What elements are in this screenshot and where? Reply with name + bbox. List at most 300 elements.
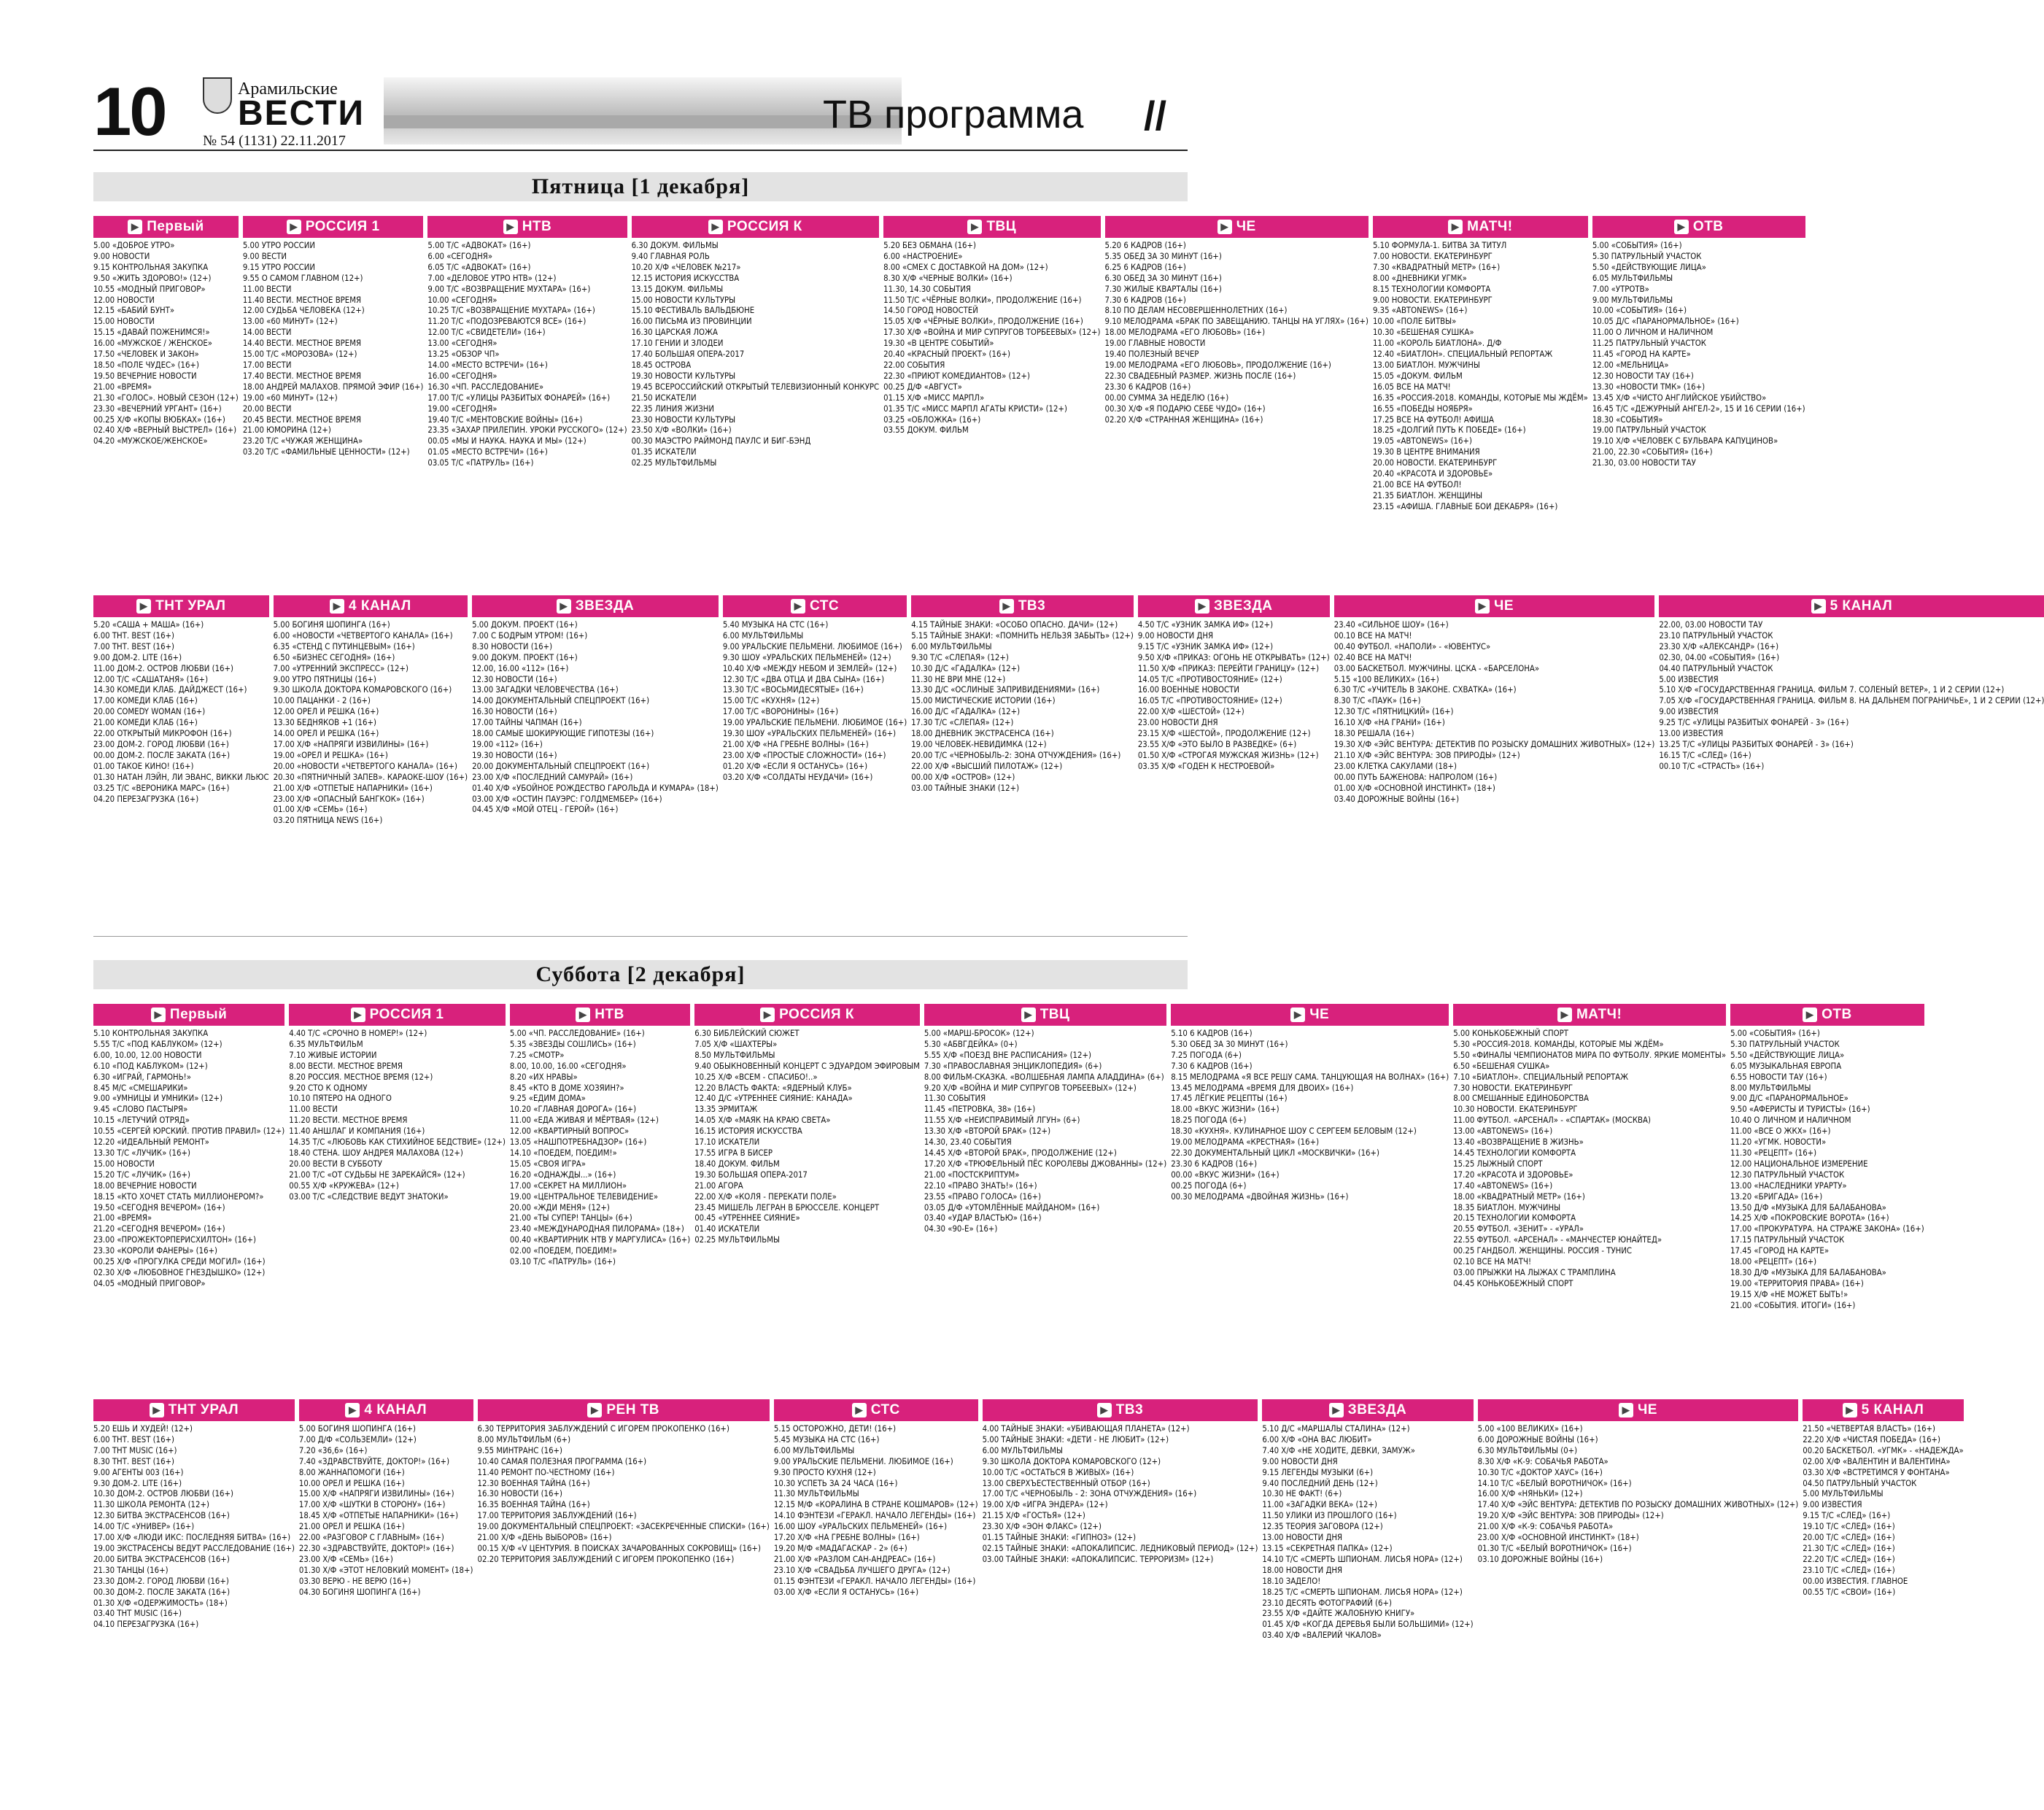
schedule-item: 7.25 ПОГОДА (6+) xyxy=(1171,1050,1242,1060)
schedule-item: 6.05 МУЗЫКАЛЬНАЯ ЕВРОПА xyxy=(1730,1061,1842,1071)
channel-emblem-icon: ▶ xyxy=(1021,1008,1036,1022)
channel-logo xyxy=(472,595,719,617)
schedule-item: 22.30 ДОКУМЕНТАЛЬНЫЙ ЦИКЛ «МОСКВИЧКИ» (16+) xyxy=(1171,1148,1379,1158)
schedule-item: 00.25 Х/Ф «ПРОГУЛКА СРЕДИ МОГИЛ» (16+) xyxy=(93,1257,266,1267)
channel-name: ОТВ xyxy=(1822,1007,1852,1022)
schedule-item: 16.10 Х/Ф «НА ГРАНИ» (16+) xyxy=(1333,718,1445,728)
schedule-item: 5.55 Х/Ф «ПОЕЗД ВНЕ РАСПИСАНИЯ» (12+) xyxy=(924,1050,1091,1060)
schedule-item: 20.55 ФУТБОЛ. «ЗЕНИТ» - «УРАЛ» xyxy=(1453,1224,1584,1234)
schedule-item: 6.00 «НОВОСТИ «ЧЕТВЕРТОГО КАНАЛА» (16+) xyxy=(273,630,453,641)
schedule-item: 19.00 «ОРЕЛ И РЕШКА» (16+) xyxy=(273,750,388,760)
schedule-item: 19.30 БОЛЬШАЯ ОПЕРА-2017 xyxy=(694,1169,808,1180)
schedule-item: 5.15 ТАЙНЫЕ ЗНАКИ: «ПОМНИТЬ НЕЛЬЗЯ ЗАБЫТЬ» (12+) xyxy=(911,630,1134,641)
schedule-item: 17.00 ВЕСТИ xyxy=(242,360,292,370)
schedule-item: 04.45 Х/Ф «МОЙ ОТЕЦ - ГЕРОЙ» (16+) xyxy=(472,805,619,815)
schedule-item: 5.00 «ЧП. РАССЛЕДОВАНИЕ» (16+) xyxy=(509,1029,645,1038)
schedule-item: 00.25 ПОГОДА (6+) xyxy=(1171,1180,1247,1191)
schedule-item: 03.30 ВЕРЮ - НЕ ВЕРЮ (16+) xyxy=(298,1576,411,1586)
schedule-item: 9.10 МЕЛОДРАМА «БРАК ПО ЗАВЕЩАНИЮ. ТАНЦЫ НА УГЛЯХ» (16+) xyxy=(1104,317,1369,327)
schedule-item: 13.40 «ВОЗВРАЩЕНИЕ В ЖИЗНЬ» xyxy=(1453,1137,1584,1148)
schedule-list xyxy=(1803,1424,1963,1598)
channel-name: ЗВЕЗДА xyxy=(1347,1402,1407,1418)
schedule-item: 7.30 «КВАДРАТНЫЙ МЕТР» (16+) xyxy=(1372,262,1501,272)
schedule-item: 7.20 «36,6» (16+) xyxy=(298,1445,368,1455)
channel-logo xyxy=(274,595,468,617)
schedule-item: 9.00 ДОМ-2. LITE (16+) xyxy=(93,652,182,662)
schedule-item: 11.45 «ГОРОД НА КАРТЕ» xyxy=(1592,349,1691,360)
schedule-item: 14.00 ДОКУМЕНТАЛЬНЫЙ СПЕЦПРОЕКТ (16+) xyxy=(472,696,650,706)
channel-name: НТВ xyxy=(522,219,552,234)
schedule-item: 10.30 ДОМ-2. ОСТРОВ ЛЮБВИ (16+) xyxy=(93,1489,234,1499)
channel-logo xyxy=(510,1004,690,1026)
schedule-item: 16.55 «ПОБЕДЫ НОЯБРЯ» xyxy=(1372,403,1473,414)
schedule-item: 21.00 «ВРЕМЯ» xyxy=(93,382,152,392)
channel-name: ЧЕ xyxy=(1309,1007,1330,1022)
channel-emblem-icon: ▶ xyxy=(1803,1008,1817,1022)
schedule-item: 14.25 Х/Ф «ПОКРОВСКИЕ ВОРОТА» (16+) xyxy=(1730,1213,1889,1223)
schedule-item: 9.50 Х/Ф «ПРИКАЗ: ОГОНЬ НЕ ОТКРЫВАТЬ» (12+) xyxy=(1137,652,1330,662)
channel-logo xyxy=(1803,1399,1963,1421)
schedule-item: 9.15 Т/С «УЗНИК ЗАМКА ИФ» (12+) xyxy=(1137,641,1274,651)
schedule-item: 8.30 ТНТ. BEST (16+) xyxy=(93,1456,175,1466)
schedule-item: 10.30 «БЕШЕНАЯ СУШКА» xyxy=(1372,328,1474,338)
schedule-item: 23.55 Х/Ф «ДАЙТЕ ЖАЛОБНУЮ КНИГУ» xyxy=(1262,1609,1415,1619)
schedule-item: 9.00 НОВОСТИ ДНЯ xyxy=(1262,1456,1338,1466)
schedule-item: 5.00 МУЛЬТФИЛЬМЫ xyxy=(1803,1489,1884,1499)
schedule-item: 03.25 Т/С «ВЕРОНИКА МАРС» (16+) xyxy=(93,783,230,793)
channel-name: 5 КАНАЛ xyxy=(1861,1402,1924,1418)
schedule-item: 5.40 МУЗЫКА НА СТС (16+) xyxy=(722,620,829,630)
schedule-item: 00.45 «УТРЕННЕЕ СИЯНИЕ» xyxy=(694,1213,800,1223)
schedule-item: 23.00 «ПРОЖЕКТОРПЕРИСХИЛТОН» (16+) xyxy=(93,1235,256,1245)
channel-column xyxy=(1659,595,2044,931)
schedule-item: 6.30 БИБЛЕЙСКИЙ СЮЖЕТ xyxy=(694,1029,800,1038)
schedule-item: 12.30 НОВОСТИ ТАУ (16+) xyxy=(1592,371,1694,381)
channel-name: Первый xyxy=(169,1007,228,1022)
schedule-item: 03.20 ПЯТНИЦА NEWS (16+) xyxy=(273,816,383,826)
channel-logo xyxy=(427,216,627,238)
schedule-item: 17.10 ИСКАТЕЛИ xyxy=(694,1137,760,1148)
schedule-item: 03.00 Т/С «СЛЕДСТВИЕ ВЕДУТ ЗНАТОКИ» xyxy=(289,1191,449,1202)
schedule-item: 17.15 ПАТРУЛЬНЫЙ УЧАСТОК xyxy=(1730,1235,1845,1245)
schedule-item: 5.10 ФОРМУЛА-1. БИТВА ЗА ТИТУЛ xyxy=(1372,241,1507,250)
channel-emblem-icon: ▶ xyxy=(557,599,571,614)
channel-emblem-icon: ▶ xyxy=(503,220,518,234)
schedule-item: 11.55 Х/Ф «НЕИСПРАВИМЫЙ ЛГУН» (6+) xyxy=(924,1115,1080,1126)
schedule-list xyxy=(472,620,719,816)
channel-emblem-icon: ▶ xyxy=(1195,599,1209,614)
schedule-item: 18.00 МЕЛОДРАМА «ЕГО ЛЮБОВЬ» (16+) xyxy=(1104,328,1266,338)
schedule-item: 13.45 Х/Ф «ЧИСТО АНГЛИЙСКОЕ УБИЙСТВО» xyxy=(1592,392,1767,403)
schedule-item: 6.00 «НАСТРОЕНИЕ» xyxy=(883,251,963,261)
schedule-item: 19.00 Х/Ф «ИГРА ЭНДЕРА» (12+) xyxy=(982,1500,1108,1510)
friday-grid-bottom xyxy=(93,595,2044,931)
schedule-item: 19.45 ВСЕРОССИЙСКИЙ ОТКРЫТЫЙ ТЕЛЕВИЗИОННЫЙ КОНКУРС xyxy=(631,382,880,392)
channel-name: СТС xyxy=(870,1402,900,1418)
schedule-item: 18.35 БИАТЛОН. МУЖЧИНЫ xyxy=(1453,1202,1561,1213)
schedule-item: 16.35 ВОЕННАЯ ТАЙНА (16+) xyxy=(477,1500,590,1510)
schedule-item: 21.00 ВСЕ НА ФУТБОЛ! xyxy=(1372,479,1462,490)
channel-logo xyxy=(478,1399,770,1421)
schedule-item: 23.45 МИШЕЛЬ ЛЕГРАН В БРЮССЕЛЕ. КОНЦЕРТ xyxy=(694,1202,880,1213)
channel-column xyxy=(723,595,907,931)
schedule-item: 10.55 «МОДНЫЙ ПРИГОВОР» xyxy=(93,284,206,294)
schedule-item: 9.00 НОВОСТИ. ЕКАТЕРИНБУРГ xyxy=(1372,295,1493,305)
schedule-item: 5.00 «ДОБРОЕ УТРО» xyxy=(93,241,175,250)
schedule-item: 20.00 COMEDY WOMAN (16+) xyxy=(93,707,206,717)
schedule-item: 5.00 КОНЬКОБЕЖНЫЙ СПОРТ xyxy=(1453,1029,1568,1038)
schedule-item: 17.00 Т/С «ВОРОНИНЫ» (16+) xyxy=(722,707,839,717)
schedule-item: 8.00 ВЕСТИ. МЕСТНОЕ ВРЕМЯ xyxy=(289,1061,403,1071)
schedule-item: 9.35 «АВТОNEWS» (16+) xyxy=(1372,306,1468,316)
channel-emblem-icon: ▶ xyxy=(345,1403,360,1418)
schedule-item: 22.35 ЛИНИЯ ЖИЗНИ xyxy=(631,403,714,414)
channel-logo xyxy=(911,595,1134,617)
schedule-item: 22.10 «ПРАВО ЗНАТЬ!» (16+) xyxy=(924,1180,1037,1191)
schedule-item: 9.00 Т/С «ВОЗВРАЩЕНИЕ МУХТАРА» (16+) xyxy=(427,284,591,294)
schedule-item: 21.00 ОРЕЛ И РЕШКА (16+) xyxy=(298,1522,405,1532)
schedule-list xyxy=(1138,620,1330,773)
schedule-item: 10.40 Х/Ф «МЕЖДУ НЕБОМ И ЗЕМЛЕЙ» (12+) xyxy=(722,663,897,673)
schedule-item: 9.00 ИЗВЕСТИЯ xyxy=(1803,1500,1862,1510)
schedule-item: 6.10 «ПОД КАБЛУКОМ» (12+) xyxy=(93,1061,208,1071)
channel-emblem-icon: ▶ xyxy=(151,1008,166,1022)
schedule-item: 5.00 ИЗВЕСТИЯ xyxy=(1659,674,1719,684)
schedule-item: 5.50 «ДЕЙСТВУЮЩИЕ ЛИЦА» xyxy=(1592,262,1706,272)
channel-name: 5 КАНАЛ xyxy=(1830,598,1893,614)
schedule-item: 9.40 ОБЫКНОВЕННЫЙ КОНЦЕРТ С ЭДУАРДОМ ЭФИРОВЫМ xyxy=(694,1061,920,1071)
schedule-item: 00.05 «МЫ И НАУКА. НАУКА И МЫ» (12+) xyxy=(427,436,587,446)
coat-of-arms-icon xyxy=(203,77,232,114)
schedule-item: 03.00 Х/Ф «ЕСЛИ Я ОСТАНУСЬ» (16+) xyxy=(773,1587,919,1597)
schedule-item: 6.00, 10.00, 12.00 НОВОСТИ xyxy=(93,1050,202,1060)
schedule-item: 8.00, 10.00, 16.00 «СЕГОДНЯ» xyxy=(509,1061,627,1071)
schedule-list xyxy=(883,241,1100,436)
schedule-item: 9.30 ШКОЛА ДОКТОРА КОМАРОВСКОГО (12+) xyxy=(982,1456,1161,1466)
schedule-item: 14.35 Т/С «ЛЮБОВЬ КАК СТИХИЙНОЕ БЕДСТВИЕ» (12+) xyxy=(289,1137,506,1148)
schedule-item: 5.00 Т/С «АДВОКАТ» (16+) xyxy=(427,241,531,250)
channel-column xyxy=(299,1399,473,1779)
channel-emblem-icon: ▶ xyxy=(1674,220,1689,234)
schedule-item: 11.40 РЕМОНТ ПО-ЧЕСТНОМУ (16+) xyxy=(477,1467,615,1477)
channel-name: МАТЧ! xyxy=(1467,219,1513,234)
channel-column xyxy=(1373,216,1588,595)
schedule-item: 21.30 Т/С «СЛЕД» (16+) xyxy=(1803,1543,1895,1553)
schedule-item: 6.00 ТНТ. BEST (16+) xyxy=(93,630,175,641)
schedule-item: 7.30 «ПРАВОСЛАВНАЯ ЭНЦИКЛОПЕДИЯ» (6+) xyxy=(924,1061,1102,1071)
schedule-item: 5.10 КОНТРОЛЬНАЯ ЗАКУПКА xyxy=(93,1029,209,1038)
schedule-item: 10.20 «ГЛАВНАЯ ДОРОГА» (16+) xyxy=(509,1105,637,1115)
schedule-item: 14.05 Х/Ф «МАЯК НА КРАЮ СВЕТА» xyxy=(694,1115,831,1126)
channel-column xyxy=(1334,595,1655,931)
schedule-list xyxy=(1478,1424,1799,1566)
schedule-item: 15.00 Т/С «КУХНЯ» (12+) xyxy=(722,696,820,706)
channel-logo xyxy=(93,216,239,238)
schedule-item: 03.00 БАСКЕТБОЛ. МУЖЧИНЫ. ЦСКА - «БАРСЕЛОНА» xyxy=(1333,663,1540,673)
channel-name: 4 КАНАЛ xyxy=(349,598,411,614)
schedule-item: 10.10 ПЯТЕРО НА ОДНОГО xyxy=(289,1094,392,1104)
schedule-item: 01.15 ФЭНТЕЗИ «ГЕРАКЛ. НАЧАЛО ЛЕГЕНДЫ» (16+) xyxy=(773,1576,976,1586)
channel-logo xyxy=(694,1004,920,1026)
schedule-item: 02.30, 04.00 «СОБЫТИЯ» (16+) xyxy=(1659,652,1780,662)
channel-emblem-icon: ▶ xyxy=(136,599,151,614)
schedule-item: 17.10 ГЕНИИ И ЗЛОДЕИ xyxy=(631,339,724,349)
schedule-list xyxy=(723,620,907,784)
schedule-item: 17.30 Т/С «СЛЕПАЯ» (12+) xyxy=(911,718,1014,728)
schedule-item: 13.00 ИЗВЕСТИЯ xyxy=(1659,729,1724,739)
channel-emblem-icon: ▶ xyxy=(852,1403,867,1418)
schedule-item: 11.00 «ВСЕ О ЖКХ» (16+) xyxy=(1730,1126,1831,1137)
schedule-item: 8.30 НОВОСТИ (16+) xyxy=(472,641,553,651)
schedule-item: 16.00 Д/С «ГАДАЛКА» (12+) xyxy=(911,707,1021,717)
schedule-item: 6.30 Т/С «УЧИТЕЛЬ В ЗАКОНЕ. СХВАТКА» (16+) xyxy=(1333,685,1517,695)
schedule-item: 12.30 Т/С «ПЯТНИЦКИЙ» (16+) xyxy=(1333,707,1454,717)
schedule-item: 9.45 «СЛОВО ПАСТЫРЯ» xyxy=(93,1105,188,1115)
channel-logo xyxy=(1730,1004,1924,1026)
schedule-item: 4.50 Т/С «УЗНИК ЗАМКА ИФ» (12+) xyxy=(1137,620,1274,630)
schedule-item: 20.00 Т/С «ЧЕРНОБЫЛЬ-2: ЗОНА ОТЧУЖДЕНИЯ» (16+) xyxy=(911,750,1121,760)
schedule-item: 22.00 Х/Ф «КОЛЯ - ПЕРЕКАТИ ПОЛЕ» xyxy=(694,1191,837,1202)
schedule-item: 9.00 УРАЛЬСКИЕ ПЕЛЬМЕНИ. ЛЮБИМОЕ (16+) xyxy=(722,641,902,651)
channel-logo xyxy=(1334,595,1655,617)
schedule-item: 22.20 Х/Ф «ЧИСТАЯ ПОБЕДА» (16+) xyxy=(1803,1434,1941,1444)
channel-emblem-icon: ▶ xyxy=(128,220,142,234)
schedule-item: 17.50 «ЧЕЛОВЕК И ЗАКОН» xyxy=(93,349,199,360)
channel-column xyxy=(93,595,269,931)
schedule-item: 11.40 АНШЛАГ И КОМПАНИЯ (16+) xyxy=(289,1126,425,1137)
schedule-item: 9.15 КОНТРОЛЬНАЯ ЗАКУПКА xyxy=(93,262,209,272)
channel-name: РОССИЯ К xyxy=(779,1007,854,1022)
schedule-item: 10.00 Т/С «ОСТАТЬСЯ В ЖИВЫХ» (16+) xyxy=(982,1467,1134,1477)
channel-column xyxy=(883,216,1100,595)
schedule-item: 12.00, 16.00 «112» (16+) xyxy=(472,663,569,673)
schedule-item: 20.00 Т/С «СЛЕД» (16+) xyxy=(1803,1533,1895,1543)
channel-emblem-icon: ▶ xyxy=(150,1403,164,1418)
channel-emblem-icon: ▶ xyxy=(999,599,1014,614)
schedule-item: 21.00 ЮМОРИНА (12+) xyxy=(242,425,331,436)
schedule-item: 23.15 «АФИША. ГЛАВНЫЕ БОИ ДЕКАБРЯ» (16+) xyxy=(1372,501,1558,511)
page-header xyxy=(93,70,1188,150)
schedule-item: 18.00 «РЕЦЕПТ» (16+) xyxy=(1730,1257,1817,1267)
channel-column xyxy=(472,595,719,931)
schedule-item: 14.50 ГОРОД НОВОСТЕЙ xyxy=(883,306,978,316)
schedule-list xyxy=(93,1029,284,1290)
channel-logo xyxy=(93,1004,284,1026)
schedule-item: 00.10 ВСЕ НА МАТЧ! xyxy=(1333,630,1412,641)
schedule-list xyxy=(1262,1424,1473,1641)
masthead-top: Арамильские xyxy=(238,80,338,98)
channel-name: ОТВ xyxy=(1692,219,1724,234)
schedule-item: 5.00 БОГИНЯ ШОПИНГА (16+) xyxy=(273,620,390,630)
channel-emblem-icon: ▶ xyxy=(1448,220,1463,234)
schedule-item: 00.10 Т/С «СТРАСТЬ» (16+) xyxy=(1659,761,1765,771)
schedule-item: 9.00 ИЗВЕСТИЯ xyxy=(1659,707,1719,717)
schedule-item: 23.55 Х/Ф «ЭТО БЫЛО В РАЗВЕДКЕ» (6+) xyxy=(1137,739,1297,749)
schedule-item: 21.20 «СЕГОДНЯ ВЕЧЕРОМ» (16+) xyxy=(93,1224,225,1234)
schedule-item: 00.00 ПУТЬ БАЖЕНОВА: НАПРОЛОМ (16+) xyxy=(1333,772,1498,782)
schedule-item: 15.05 Х/Ф «ЧЁРНЫЕ ВОЛКИ», ПРОДОЛЖЕНИЕ (16+) xyxy=(883,317,1083,327)
schedule-item: 18.10 ЗАДЕЛО! xyxy=(1262,1576,1321,1586)
schedule-item: 9.20 Х/Ф «ВОЙНА И МИР СУПРУГОВ ТОРБЕЕВЫХ» (12+) xyxy=(924,1083,1137,1093)
schedule-item: 7.30 6 КАДРОВ (16+) xyxy=(1171,1061,1253,1071)
schedule-item: 00.55 Т/С «СВОИ» (16+) xyxy=(1803,1587,1896,1597)
schedule-item: 8.30 Т/С «ПАУК» (16+) xyxy=(1333,696,1421,706)
schedule-item: 11.00 О ЛИЧНОМ И НАЛИЧНОМ xyxy=(1592,328,1714,338)
channel-column xyxy=(1478,1399,1799,1779)
schedule-item: 7.10 ЖИВЫЕ ИСТОРИИ xyxy=(289,1050,377,1060)
channel-emblem-icon: ▶ xyxy=(287,220,301,234)
schedule-list xyxy=(510,1029,690,1268)
schedule-item: 7.00 НОВОСТИ. ЕКАТЕРИНБУРГ xyxy=(1372,251,1493,261)
schedule-item: 18.30 «СОБЫТИЯ» xyxy=(1592,414,1663,425)
friday-grid-top xyxy=(93,216,1805,595)
schedule-item: 10.25 Т/С «ВОЗВРАЩЕНИЕ МУХТАРА» (16+) xyxy=(427,306,595,316)
schedule-item: 9.30 ПРОСТО КУХНЯ (12+) xyxy=(773,1467,876,1477)
schedule-item: 21.30 ТАНЦЫ (16+) xyxy=(93,1565,169,1575)
schedule-item: 10.40 САМАЯ ПОЛЕЗНАЯ ПРОГРАММА (16+) xyxy=(477,1456,647,1466)
schedule-item: 17.40 «АВТОNEWS» (16+) xyxy=(1453,1180,1553,1191)
schedule-item: 03.10 Т/С «ПАТРУЛЬ» (16+) xyxy=(509,1257,616,1267)
schedule-item: 9.00 НОВОСТИ ДНЯ xyxy=(1137,630,1214,641)
schedule-item: 11.00 ФУТБОЛ. «АРСЕНАЛ» - «СПАРТАК» (МОСКВА) xyxy=(1453,1115,1651,1126)
schedule-item: 13.15 «СЕКРЕТНАЯ ПАПКА» (12+) xyxy=(1262,1543,1393,1553)
schedule-item: 13.30 Д/С «ОСЛИНЫЕ ЗАПРИВИДЕНИЯМИ» (16+) xyxy=(911,685,1100,695)
schedule-item: 16.00 «СЕГОДНЯ» xyxy=(427,371,498,381)
schedule-item: 20.00 ВЕСТИ xyxy=(242,403,292,414)
schedule-item: 13.50 Д/Ф «МУЗЫКА ДЛЯ БАЛАБАНОВА» xyxy=(1730,1202,1886,1213)
schedule-item: 16.00 ВОЕННЫЕ НОВОСТИ xyxy=(1137,685,1239,695)
schedule-item: 23.30 Х/Ф «ЭОН ФЛАКС» (12+) xyxy=(982,1522,1102,1532)
page-number: 10 xyxy=(93,73,166,150)
schedule-item: 5.00 «СОБЫТИЯ» (16+) xyxy=(1730,1029,1820,1038)
schedule-item: 02.20 Х/Ф «СТРАННАЯ ЖЕНЩИНА» (16+) xyxy=(1104,414,1263,425)
saturday-grid-bottom xyxy=(93,1399,1964,1779)
schedule-item: 13.30 Т/С «ВОСЬМИДЕСЯТЫЕ» (16+) xyxy=(722,685,864,695)
schedule-item: 14.10 Т/С «СМЕРТЬ ШПИОНАМ. ЛИСЬЯ НОРА» (12+) xyxy=(1262,1554,1463,1564)
schedule-item: 5.55 Т/С «ПОД КАБЛУКОМ» (12+) xyxy=(93,1039,222,1049)
schedule-item: 6.05 МУЛЬТФИЛЬМЫ xyxy=(1592,273,1673,283)
schedule-item: 14.45 Х/Ф «ВТОРОЙ БРАК», ПРОДОЛЖЕНИЕ (12+) xyxy=(924,1148,1117,1158)
schedule-item: 17.00 Х/Ф «ШУТКИ В СТОРОНУ» (16+) xyxy=(298,1500,446,1510)
schedule-item: 01.00 Х/Ф «ОСНОВНОЙ ИНСТИНКТ» (18+) xyxy=(1333,783,1495,793)
schedule-item: 6.00 ДОРОЖНЫЕ ВОЙНЫ (16+) xyxy=(1477,1434,1598,1444)
channel-name: ЗВЕЗДА xyxy=(1214,598,1273,614)
schedule-item: 12.30 Т/С «ДВА ОТЦА И ДВА СЫНА» (16+) xyxy=(722,674,885,684)
schedule-item: 5.00 ДОКУМ. ПРОЕКТ (16+) xyxy=(472,620,578,630)
schedule-item: 01.30 Х/Ф «ОДЕРЖИМОСТЬ» (18+) xyxy=(93,1598,228,1608)
schedule-item: 6.30 ТЕРРИТОРИЯ ЗАБЛУЖДЕНИЙ С ИГОРЕМ ПРОКОПЕНКО (16+) xyxy=(477,1424,729,1434)
schedule-item: 7.00 «УТРЕННИЙ ЭКСПРЕСС» (12+) xyxy=(273,663,409,673)
schedule-item: 00.00 СУММА ЗА НЕДЕЛЮ (16+) xyxy=(1104,392,1229,403)
schedule-item: 8.15 МЕЛОДРАМА «Я ВСЕ РЕШУ САМА. ТАНЦУЮЩАЯ НА ВОЛНАХ» (16+) xyxy=(1171,1072,1449,1082)
schedule-item: 8.45 «КТО В ДОМЕ ХОЗЯИН?» xyxy=(509,1083,624,1093)
channel-logo xyxy=(924,1004,1166,1026)
schedule-item: 9.25 Т/С «УЛИЦЫ РАЗБИТЫХ ФОНАРЕЙ - 3» (16+) xyxy=(1659,718,1849,728)
schedule-item: 16.15 ИСТОРИЯ ИСКУССТВА xyxy=(694,1126,802,1137)
schedule-item: 23.00 Х/Ф «ПОСЛЕДНИЙ САМУРАЙ» (16+) xyxy=(472,772,633,782)
schedule-item: 11.50 Т/С «ЧЁРНЫЕ ВОЛКИ», ПРОДОЛЖЕНИЕ (16+) xyxy=(883,295,1082,305)
schedule-item: 6.35 МУЛЬТФИЛЬМ xyxy=(289,1039,363,1049)
channel-logo xyxy=(243,216,424,238)
schedule-item: 19.00 «ЦЕНТРАЛЬНОЕ ТЕЛЕВИДЕНИЕ» xyxy=(509,1191,659,1202)
schedule-item: 5.10 Д/С «МАРШАЛЫ СТАЛИНА» (12+) xyxy=(1262,1424,1410,1434)
schedule-item: 20.00 «НОВОСТИ «ЧЕТВЕРТОГО КАНАЛА» (16+) xyxy=(273,761,458,771)
schedule-item: 01.40 Х/Ф «УБОЙНОЕ РОЖДЕСТВО ГАРОЛЬДА И КУМАРА» (18+) xyxy=(472,783,719,793)
schedule-item: 14.10 Т/С «БЕЛЫЙ ВОРОТНИЧОК» (16+) xyxy=(1477,1478,1632,1488)
schedule-item: 5.30 ПАТРУЛЬНЫЙ УЧАСТОК xyxy=(1592,251,1702,261)
channel-name: ТНТ УРАЛ xyxy=(168,1402,239,1418)
schedule-item: 18.25 ПОГОДА (6+) xyxy=(1171,1115,1247,1126)
schedule-item: 04.45 КОНЬКОБЕЖНЫЙ СПОРТ xyxy=(1453,1278,1573,1288)
schedule-item: 11.20 «УГМК. НОВОСТИ» xyxy=(1730,1137,1827,1148)
schedule-item: 11.30, 14.30 СОБЫТИЯ xyxy=(883,284,971,294)
schedule-item: 20.15 ТЕХНОЛОГИИ КОМФОРТА xyxy=(1453,1213,1576,1223)
channel-logo xyxy=(1262,1399,1473,1421)
schedule-item: 15.00 МИСТИЧЕСКИЕ ИСТОРИИ (16+) xyxy=(911,696,1056,706)
schedule-item: 21.15 Х/Ф «ГОСТЬЯ» (12+) xyxy=(982,1511,1085,1521)
schedule-list xyxy=(1453,1029,1726,1290)
schedule-item: 22.20 Т/С «СЛЕД» (16+) xyxy=(1803,1554,1895,1564)
schedule-list xyxy=(911,620,1134,794)
schedule-item: 9.50 «АФЕРИСТЫ И ТУРИСТЫ» (16+) xyxy=(1730,1105,1870,1115)
schedule-item: 13.00 «60 МИНУТ» (12+) xyxy=(242,317,338,327)
schedule-item: 18.00 АНДРЕЙ МАЛАХОВ. ПРЯМОЙ ЭФИР (16+) xyxy=(242,382,424,392)
schedule-item: 20.00 НОВОСТИ. ЕКАТЕРИНБУРГ xyxy=(1372,458,1498,468)
channel-name: СТС xyxy=(810,598,840,614)
schedule-item: 14.30, 23.40 СОБЫТИЯ xyxy=(924,1137,1012,1148)
channel-column xyxy=(983,1399,1258,1779)
schedule-item: 9.00 МУЛЬТФИЛЬМЫ xyxy=(1592,295,1673,305)
schedule-item: 23.40 «МЕЖДУНАРОДНАЯ ПИЛОРАМА» (18+) xyxy=(509,1224,684,1234)
schedule-item: 03.40 ТНТ MUSIC (16+) xyxy=(93,1609,182,1619)
schedule-item: 18.15 «КТО ХОЧЕТ СТАТЬ МИЛЛИОНЕРОМ?» xyxy=(93,1191,264,1202)
schedule-item: 10.15 «ЛЕТУЧИЙ ОТРЯД» xyxy=(93,1115,190,1126)
schedule-list xyxy=(1659,620,2044,773)
schedule-item: 22.30 СВАДЕБНЫЙ РАЗМЕР. ЖИЗНЬ ПОСЛЕ (16+) xyxy=(1104,371,1296,381)
schedule-item: 10.00 ОРЕЛ И РЕШКА (16+) xyxy=(298,1478,405,1488)
schedule-item: 00.00 Х/Ф «ОСТРОВ» (12+) xyxy=(911,772,1015,782)
channel-name: РОССИЯ 1 xyxy=(305,219,380,234)
schedule-item: 12.40 «БИАТЛОН». СПЕЦИАЛЬНЫЙ РЕПОРТАЖ xyxy=(1372,349,1553,360)
schedule-item: 17.40 БОЛЬШАЯ ОПЕРА-2017 xyxy=(631,349,745,360)
schedule-item: 19.00 МЕЛОДРАМА «ЕГО ЛЮБОВЬ», ПРОДОЛЖЕНИЕ (16+) xyxy=(1104,360,1331,370)
schedule-item: 23.50 Х/Ф «ВОЛКИ» (16+) xyxy=(631,425,732,436)
schedule-item: 16.30 ЦАРСКАЯ ЛОЖА xyxy=(631,328,718,338)
schedule-item: 18.00 «ВКУС ЖИЗНИ» (16+) xyxy=(1171,1105,1280,1115)
schedule-item: 10.30 Д/С «ГАДАЛКА» (12+) xyxy=(911,663,1021,673)
schedule-item: 10.30 Т/С «ДОКТОР ХАУС» (16+) xyxy=(1477,1467,1603,1477)
schedule-item: 16.00 ШОУ «УРАЛЬСКИХ ПЕЛЬМЕНЕЙ» (16+) xyxy=(773,1522,948,1532)
schedule-item: 9.00 «УМНИЦЫ И УМНИКИ» (12+) xyxy=(93,1094,223,1104)
channel-emblem-icon: ▶ xyxy=(1619,1403,1633,1418)
schedule-item: 00.00 ИЗВЕСТИЯ. ГЛАВНОЕ xyxy=(1803,1576,1908,1586)
schedule-item: 7.30 НОВОСТИ. ЕКАТЕРИНБУРГ xyxy=(1453,1083,1573,1093)
schedule-item: 8.00 МУЛЬТФИЛЬМЫ xyxy=(1730,1083,1811,1093)
schedule-item: 23.30 НОВОСТИ КУЛЬТУРЫ xyxy=(631,414,736,425)
schedule-item: 20.40 «КРАСНЫЙ ПРОЕКТ» (16+) xyxy=(883,349,1010,360)
schedule-item: 5.20 «САША + МАША» (16+) xyxy=(93,620,204,630)
schedule-item: 16.05 ВСЕ НА МАТЧ! xyxy=(1372,382,1451,392)
schedule-item: 13.00 БИАТЛОН. МУЖЧИНЫ xyxy=(1372,360,1480,370)
schedule-item: 00.30 ДОМ-2. ПОСЛЕ ЗАКАТА (16+) xyxy=(93,1587,231,1597)
schedule-item: 8.50 МУЛЬТФИЛЬМЫ xyxy=(694,1050,775,1060)
schedule-item: 10.25 Х/Ф «ВСЕМ - СПАСИБО!..» xyxy=(694,1072,818,1082)
schedule-item: 6.30 «ИГРАЙ, ГАРМОНЬ!» xyxy=(93,1072,191,1082)
schedule-item: 9.00 Д/С «ПАРАНОРМАЛЬНОЕ» xyxy=(1730,1094,1848,1104)
schedule-item: 9.20 СТО К ОДНОМУ xyxy=(289,1083,368,1093)
schedule-item: 19.20 М/Ф «МАДАГАСКАР - 2» (6+) xyxy=(773,1543,907,1553)
schedule-item: 13.20 «БРИГАДА» (16+) xyxy=(1730,1191,1823,1202)
